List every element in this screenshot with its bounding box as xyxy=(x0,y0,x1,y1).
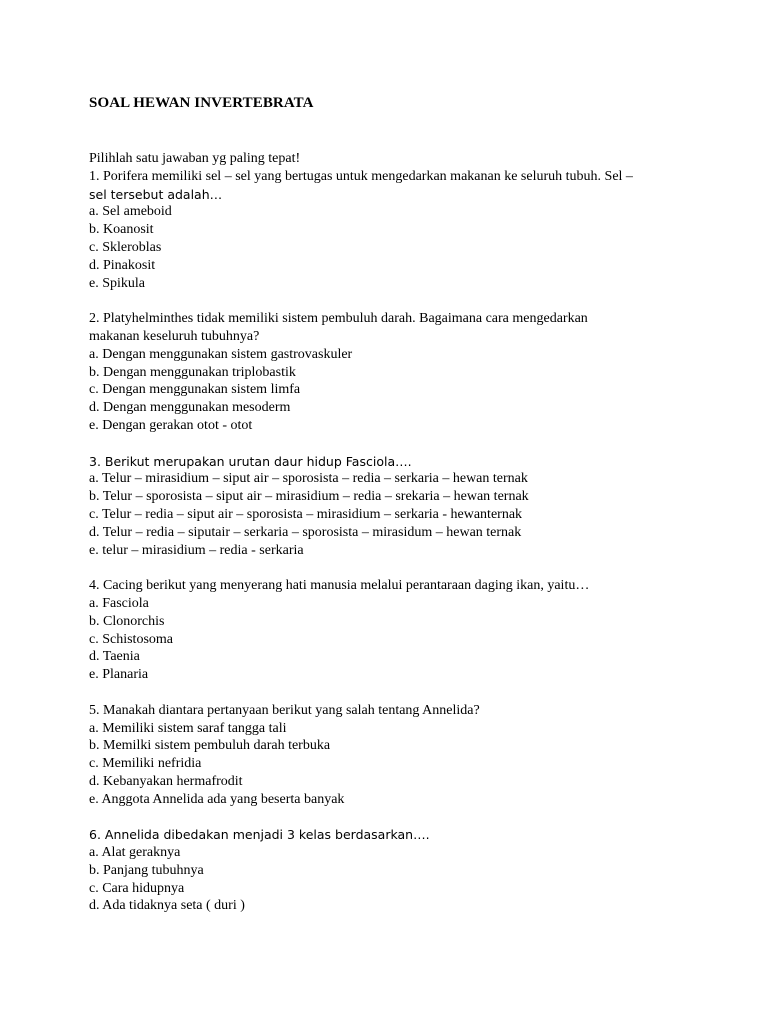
option: c. Memiliki nefridia xyxy=(89,756,202,772)
option: a. Memiliki sistem saraf tangga tali xyxy=(89,720,287,736)
question-text: 3. Berikut merupakan urutan daur hidup Fasciola…. xyxy=(89,453,412,469)
option: b. Telur – sporosista – siput air – mirasidium – redia – srekaria – hewan ternak xyxy=(89,489,529,505)
option: a. Fasciola xyxy=(89,595,149,611)
question-list xyxy=(89,150,689,915)
option: c. Dengan menggunakan sistem limfa xyxy=(89,382,301,398)
question-text: 5. Manakah diantara pertanyaan berikut yang salah tentang Annelida? xyxy=(89,702,480,718)
option: a. Sel ameboid xyxy=(89,204,172,220)
option: d. Taenia xyxy=(89,649,140,665)
question-4 xyxy=(89,577,689,684)
option: c. Skleroblas xyxy=(89,239,162,255)
instruction: Pilihlah satu jawaban yg paling tepat! xyxy=(89,151,301,166)
option: e. Dengan gerakan otot - otot xyxy=(89,417,253,433)
question-text: 4. Cacing berikut yang menyerang hati manusia melalui perantaraan daging ikan, yaitu… xyxy=(89,578,590,594)
question-1 xyxy=(89,168,689,293)
question-text-cont: makanan keseluruh tubuhnya? xyxy=(89,328,260,344)
option: c. Cara hidupnya xyxy=(89,880,185,896)
option: e. Spikula xyxy=(89,275,145,291)
option: b. Koanosit xyxy=(89,222,154,238)
option: b. Clonorchis xyxy=(89,613,165,629)
page-title: SOAL HEWAN INVERTEBRATA xyxy=(89,95,314,111)
option: e. telur – mirasidium – redia - serkaria xyxy=(89,542,304,558)
question-6 xyxy=(89,826,689,915)
option: a. Telur – mirasidium – siput air – sporosista – redia – serkaria – hewan ternak xyxy=(89,471,528,487)
option: b. Dengan menggunakan triplobastik xyxy=(89,364,296,380)
question-text: 2. Platyhelminthes tidak memiliki sistem pembuluh darah. Bagaimana cara mengedarkan xyxy=(89,311,588,327)
option: d. Telur – redia – siputair – serkaria – sporosista – mirasidum – hewan ternak xyxy=(89,524,522,540)
question-5 xyxy=(89,702,689,809)
option: d. Ada tidaknya seta ( duri ) xyxy=(89,898,245,914)
option: d. Kebanyakan hermafrodit xyxy=(89,773,243,789)
option: a. Alat geraknya xyxy=(89,845,181,861)
question-text: 6. Annelida dibedakan menjadi 3 kelas berdasarkan…. xyxy=(89,827,430,843)
option: d. Pinakosit xyxy=(89,257,156,273)
option: e. Anggota Annelida ada yang beserta banyak xyxy=(89,791,345,807)
question-text-cont: sel tersebut adalah… xyxy=(89,186,223,202)
question-3 xyxy=(89,453,689,560)
option: d. Dengan menggunakan mesoderm xyxy=(89,400,291,416)
question-text: 1. Porifera memiliki sel – sel yang bertugas untuk mengedarkan makanan ke seluruh tubuh. Sel – xyxy=(89,168,633,184)
option: b. Memilki sistem pembuluh darah terbuka xyxy=(89,738,331,754)
option: e. Planaria xyxy=(89,667,149,683)
option: c. Telur – redia – siput air – sporosista – mirasidium – serkaria - hewanternak xyxy=(89,506,523,522)
option: c. Schistosoma xyxy=(89,631,173,647)
question-2 xyxy=(89,310,689,435)
option: a. Dengan menggunakan sistem gastrovaskuler xyxy=(89,346,353,362)
option: b. Panjang tubuhnya xyxy=(89,862,204,878)
